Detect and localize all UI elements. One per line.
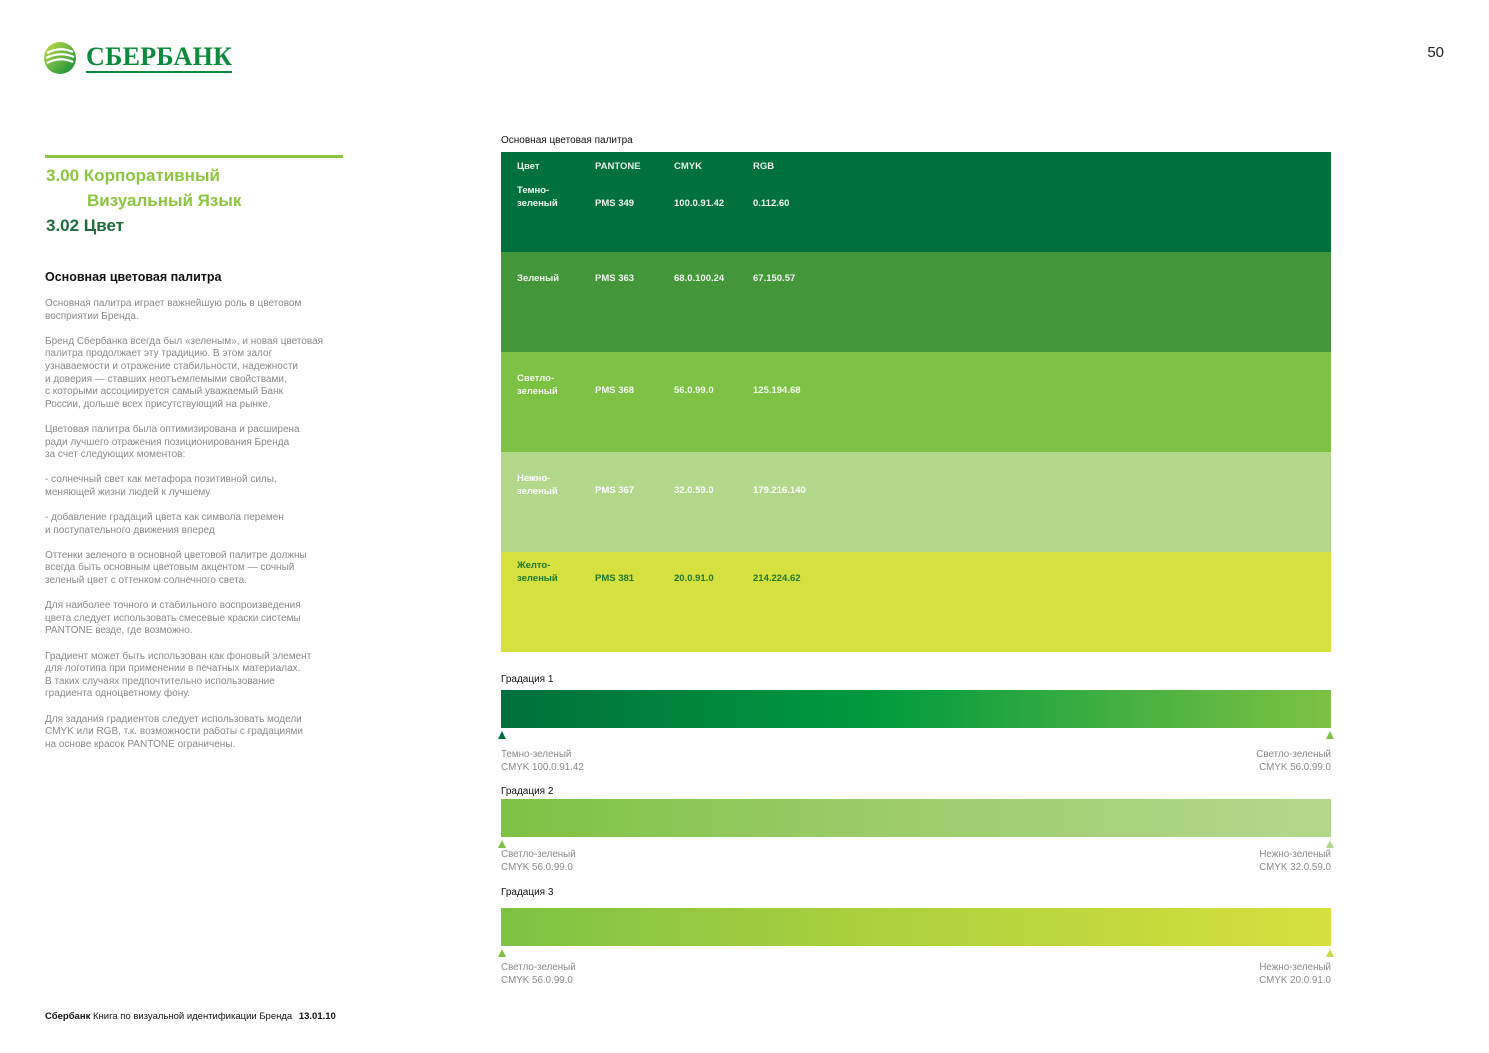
gradient-3-right-name: Нежно-зеленый bbox=[1259, 962, 1331, 973]
palette-caption: Основная цветовая палитра bbox=[501, 135, 633, 146]
palette-table bbox=[501, 152, 1331, 652]
gradient-3-left-marker bbox=[498, 949, 506, 957]
gradient-1-bar bbox=[501, 690, 1331, 728]
gradient-2-title: Градация 2 bbox=[501, 786, 554, 797]
gradient-3-left-label bbox=[501, 962, 576, 987]
paragraph: - добавление градаций цвета как символа перемен и поступательного движения вперед bbox=[45, 512, 284, 536]
paragraph: Для задания градиентов следует использовать модели CMYK или RGB, т.к. возможности работы с градациями на основе красок PANTONE ограничены. bbox=[45, 713, 304, 750]
swatch-pantone: PMS 368 bbox=[595, 385, 635, 396]
paragraph: Для наиболее точного и стабильного воспроизведения цвета следует использовать смесевые краски системы PANTONE везде, где возможно. bbox=[45, 600, 301, 637]
gradient-2-left-label bbox=[501, 849, 576, 874]
gradient-1-right-name: Светло-зеленый bbox=[1256, 749, 1331, 760]
gradient-1-right-marker bbox=[1326, 731, 1334, 739]
gradient-1-left-name: Темно-зеленый bbox=[501, 749, 572, 760]
gradient-1-left-cmyk: CMYK 100.0.91.42 bbox=[501, 761, 584, 773]
paragraph: - солнечный свет как метафора позитивной силы, меняющей жизни людей к лучшему bbox=[45, 474, 277, 498]
left-body bbox=[45, 298, 345, 764]
swatch-name: Желто- зеленый bbox=[517, 560, 558, 584]
header-cmyk: CMYK bbox=[674, 161, 702, 172]
swatch-soft-green bbox=[501, 452, 1331, 552]
gradient-3-right-cmyk: CMYK 20.0.91.0 bbox=[1259, 974, 1331, 986]
section-title-color: 3.02 Цвет bbox=[46, 216, 125, 235]
gradient-2-right-marker bbox=[1326, 840, 1334, 848]
gradient-2-bar bbox=[501, 799, 1331, 837]
sberbank-logo bbox=[42, 40, 232, 76]
footer-text: Книга по визуальной идентификации Бренда bbox=[92, 1011, 293, 1022]
logo-wordmark: СБЕРБАНК bbox=[86, 41, 233, 71]
swatch-rgb: 67.150.57 bbox=[753, 273, 796, 284]
swatch-cmyk: 32.0.59.0 bbox=[674, 485, 714, 496]
swatch-name: Зеленый bbox=[517, 273, 560, 284]
gradient-1-left-marker bbox=[498, 731, 506, 739]
swatch-name: Темно- зеленый bbox=[517, 185, 558, 209]
gradient-2-left-name: Светло-зеленый bbox=[501, 849, 576, 860]
gradient-2-right-cmyk: CMYK 32.0.59.0 bbox=[1259, 861, 1331, 873]
swatch-name: Светло- зеленый bbox=[517, 373, 558, 397]
gradient-2-right-name: Нежно-зеленый bbox=[1259, 849, 1331, 860]
left-heading: Основная цветовая палитра bbox=[45, 270, 222, 284]
footer bbox=[45, 1011, 336, 1022]
header-rgb: RGB bbox=[753, 161, 775, 172]
swatch-cmyk: 100.0.91.42 bbox=[674, 198, 725, 209]
footer-brand: Сбербанк bbox=[45, 1011, 91, 1022]
gradient-1-right-label bbox=[1131, 749, 1331, 774]
gradient-1-left-label bbox=[501, 749, 584, 774]
gradient-2-right-label bbox=[1131, 849, 1331, 874]
swatch-yellow-green bbox=[501, 552, 1331, 652]
swatch-name: Нежно- зеленый bbox=[517, 473, 558, 497]
swatch-rgb: 179.216.140 bbox=[753, 485, 806, 496]
paragraph: Основная палитра играет важнейшую роль в цветовом восприятии Бренда. bbox=[45, 298, 302, 322]
paragraph: Бренд Сбербанка всегда был «зеленым», и новая цветовая палитра продолжает эту традицию. В этом залог узнаваемости и отражение стабильности, надежности и доверия — ставших неотъемлемыми свойствами, с которыми ассоциируется самый уважаемый Банк России, дольше всех присутствующий на рынке. bbox=[45, 335, 324, 410]
paragraph: Градиент может быть использован как фоновый элемент для логотипа при применении в печатных материалах. В таких случаях предпочтительно использование градиента одноцветному фону. bbox=[45, 650, 312, 700]
swatch-rgb: 214.224.62 bbox=[753, 573, 801, 584]
gradient-3-right-label bbox=[1131, 962, 1331, 987]
gradient-3-left-name: Светло-зеленый bbox=[501, 962, 576, 973]
section-title-main: 3.00 Корпоративный bbox=[46, 166, 220, 185]
swatch-pantone: PMS 381 bbox=[595, 573, 635, 584]
page-number: 50 bbox=[1427, 44, 1444, 61]
gradient-3-left-cmyk: CMYK 56.0.99.0 bbox=[501, 974, 573, 986]
gradient-1-title: Градация 1 bbox=[501, 674, 554, 685]
gradient-1-right-cmyk: CMYK 56.0.99.0 bbox=[1259, 761, 1331, 773]
gradient-2-left-marker bbox=[498, 840, 506, 848]
swatch-rgb: 0.112.60 bbox=[753, 198, 790, 209]
swatch-dark-green bbox=[501, 152, 1331, 252]
paragraph: Цветовая палитра была оптимизирована и расширена ради лучшего отражения позиционирования Бренда за счет следующих моментов: bbox=[45, 423, 300, 461]
section-title-sub: Визуальный Язык bbox=[87, 191, 242, 210]
gradient-3-title: Градация 3 bbox=[501, 887, 554, 898]
swatch-cmyk: 68.0.100.24 bbox=[674, 273, 725, 284]
swatch-pantone: PMS 367 bbox=[595, 485, 635, 496]
swatch-cmyk: 56.0.99.0 bbox=[674, 385, 714, 396]
swatch-cmyk: 20.0.91.0 bbox=[674, 573, 714, 584]
swatch-light-green bbox=[501, 352, 1331, 452]
header-color: Цвет bbox=[517, 161, 540, 172]
section-rule bbox=[45, 155, 343, 158]
gradient-3-right-marker bbox=[1326, 949, 1334, 957]
swatch-pantone: PMS 349 bbox=[595, 198, 635, 209]
paragraph: Оттенки зеленого в основной цветовой палитре должны всегда быть основным цветовым акцентом — сочный зеленый цвет с оттенком солнечного света. bbox=[45, 549, 307, 587]
gradient-3-bar bbox=[501, 908, 1331, 946]
swatch-green bbox=[501, 252, 1331, 352]
header-pantone: PANTONE bbox=[595, 161, 641, 172]
swatch-pantone: PMS 363 bbox=[595, 273, 635, 284]
swatch-rgb: 125.194.68 bbox=[753, 385, 801, 396]
footer-date: 13.01.10 bbox=[298, 1011, 336, 1022]
sberbank-logo-icon bbox=[42, 40, 78, 76]
gradient-2-left-cmyk: CMYK 56.0.99.0 bbox=[501, 861, 573, 873]
